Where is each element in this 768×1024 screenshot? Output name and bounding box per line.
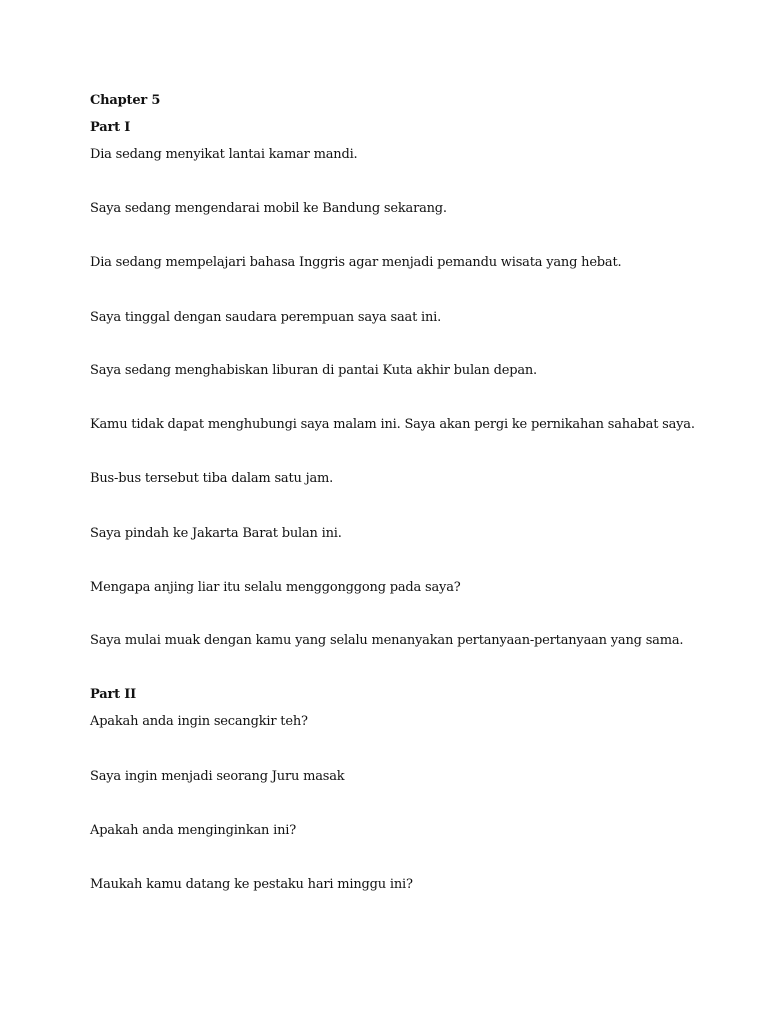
part-2-sentence-1: Apakah anda ingin secangkir teh?	[90, 714, 308, 729]
part-1-heading: Part I	[90, 120, 131, 135]
part-1-sentence-7: Bus-bus tersebut tiba dalam satu jam.	[90, 471, 334, 486]
part-1-sentence-5: Saya sedang menghabiskan liburan di pantai Kuta akhir bulan depan.	[90, 363, 537, 378]
part-2-sentence-2: Saya ingin menjadi seorang Juru masak	[90, 769, 345, 784]
part-1-sentence-10: Saya mulai muak dengan kamu yang selalu menanyakan pertanyaan-pertanyaan yang sama.	[90, 633, 684, 648]
part-1-sentence-4: Saya tinggal dengan saudara perempuan saya saat ini.	[90, 310, 442, 325]
part-2-heading: Part II	[90, 687, 136, 702]
part-1-sentence-1: Dia sedang menyikat lantai kamar mandi.	[90, 147, 358, 162]
part-1-sentence-6: Kamu tidak dapat menghubungi saya malam ini. Saya akan pergi ke pernikahan sahabat saya.	[90, 417, 695, 432]
part-1-sentence-3: Dia sedang mempelajari bahasa Inggris agar menjadi pemandu wisata yang hebat.	[90, 255, 622, 270]
part-1-sentence-9: Mengapa anjing liar itu selalu menggonggong pada saya?	[90, 580, 461, 595]
chapter-title: Chapter 5	[90, 93, 161, 108]
part-1-sentence-8: Saya pindah ke Jakarta Barat bulan ini.	[90, 526, 342, 541]
part-1-sentence-2: Saya sedang mengendarai mobil ke Bandung sekarang.	[90, 201, 447, 216]
part-2-sentence-4: Maukah kamu datang ke pestaku hari minggu ini?	[90, 877, 413, 892]
part-2-sentence-3: Apakah anda menginginkan ini?	[90, 823, 297, 838]
